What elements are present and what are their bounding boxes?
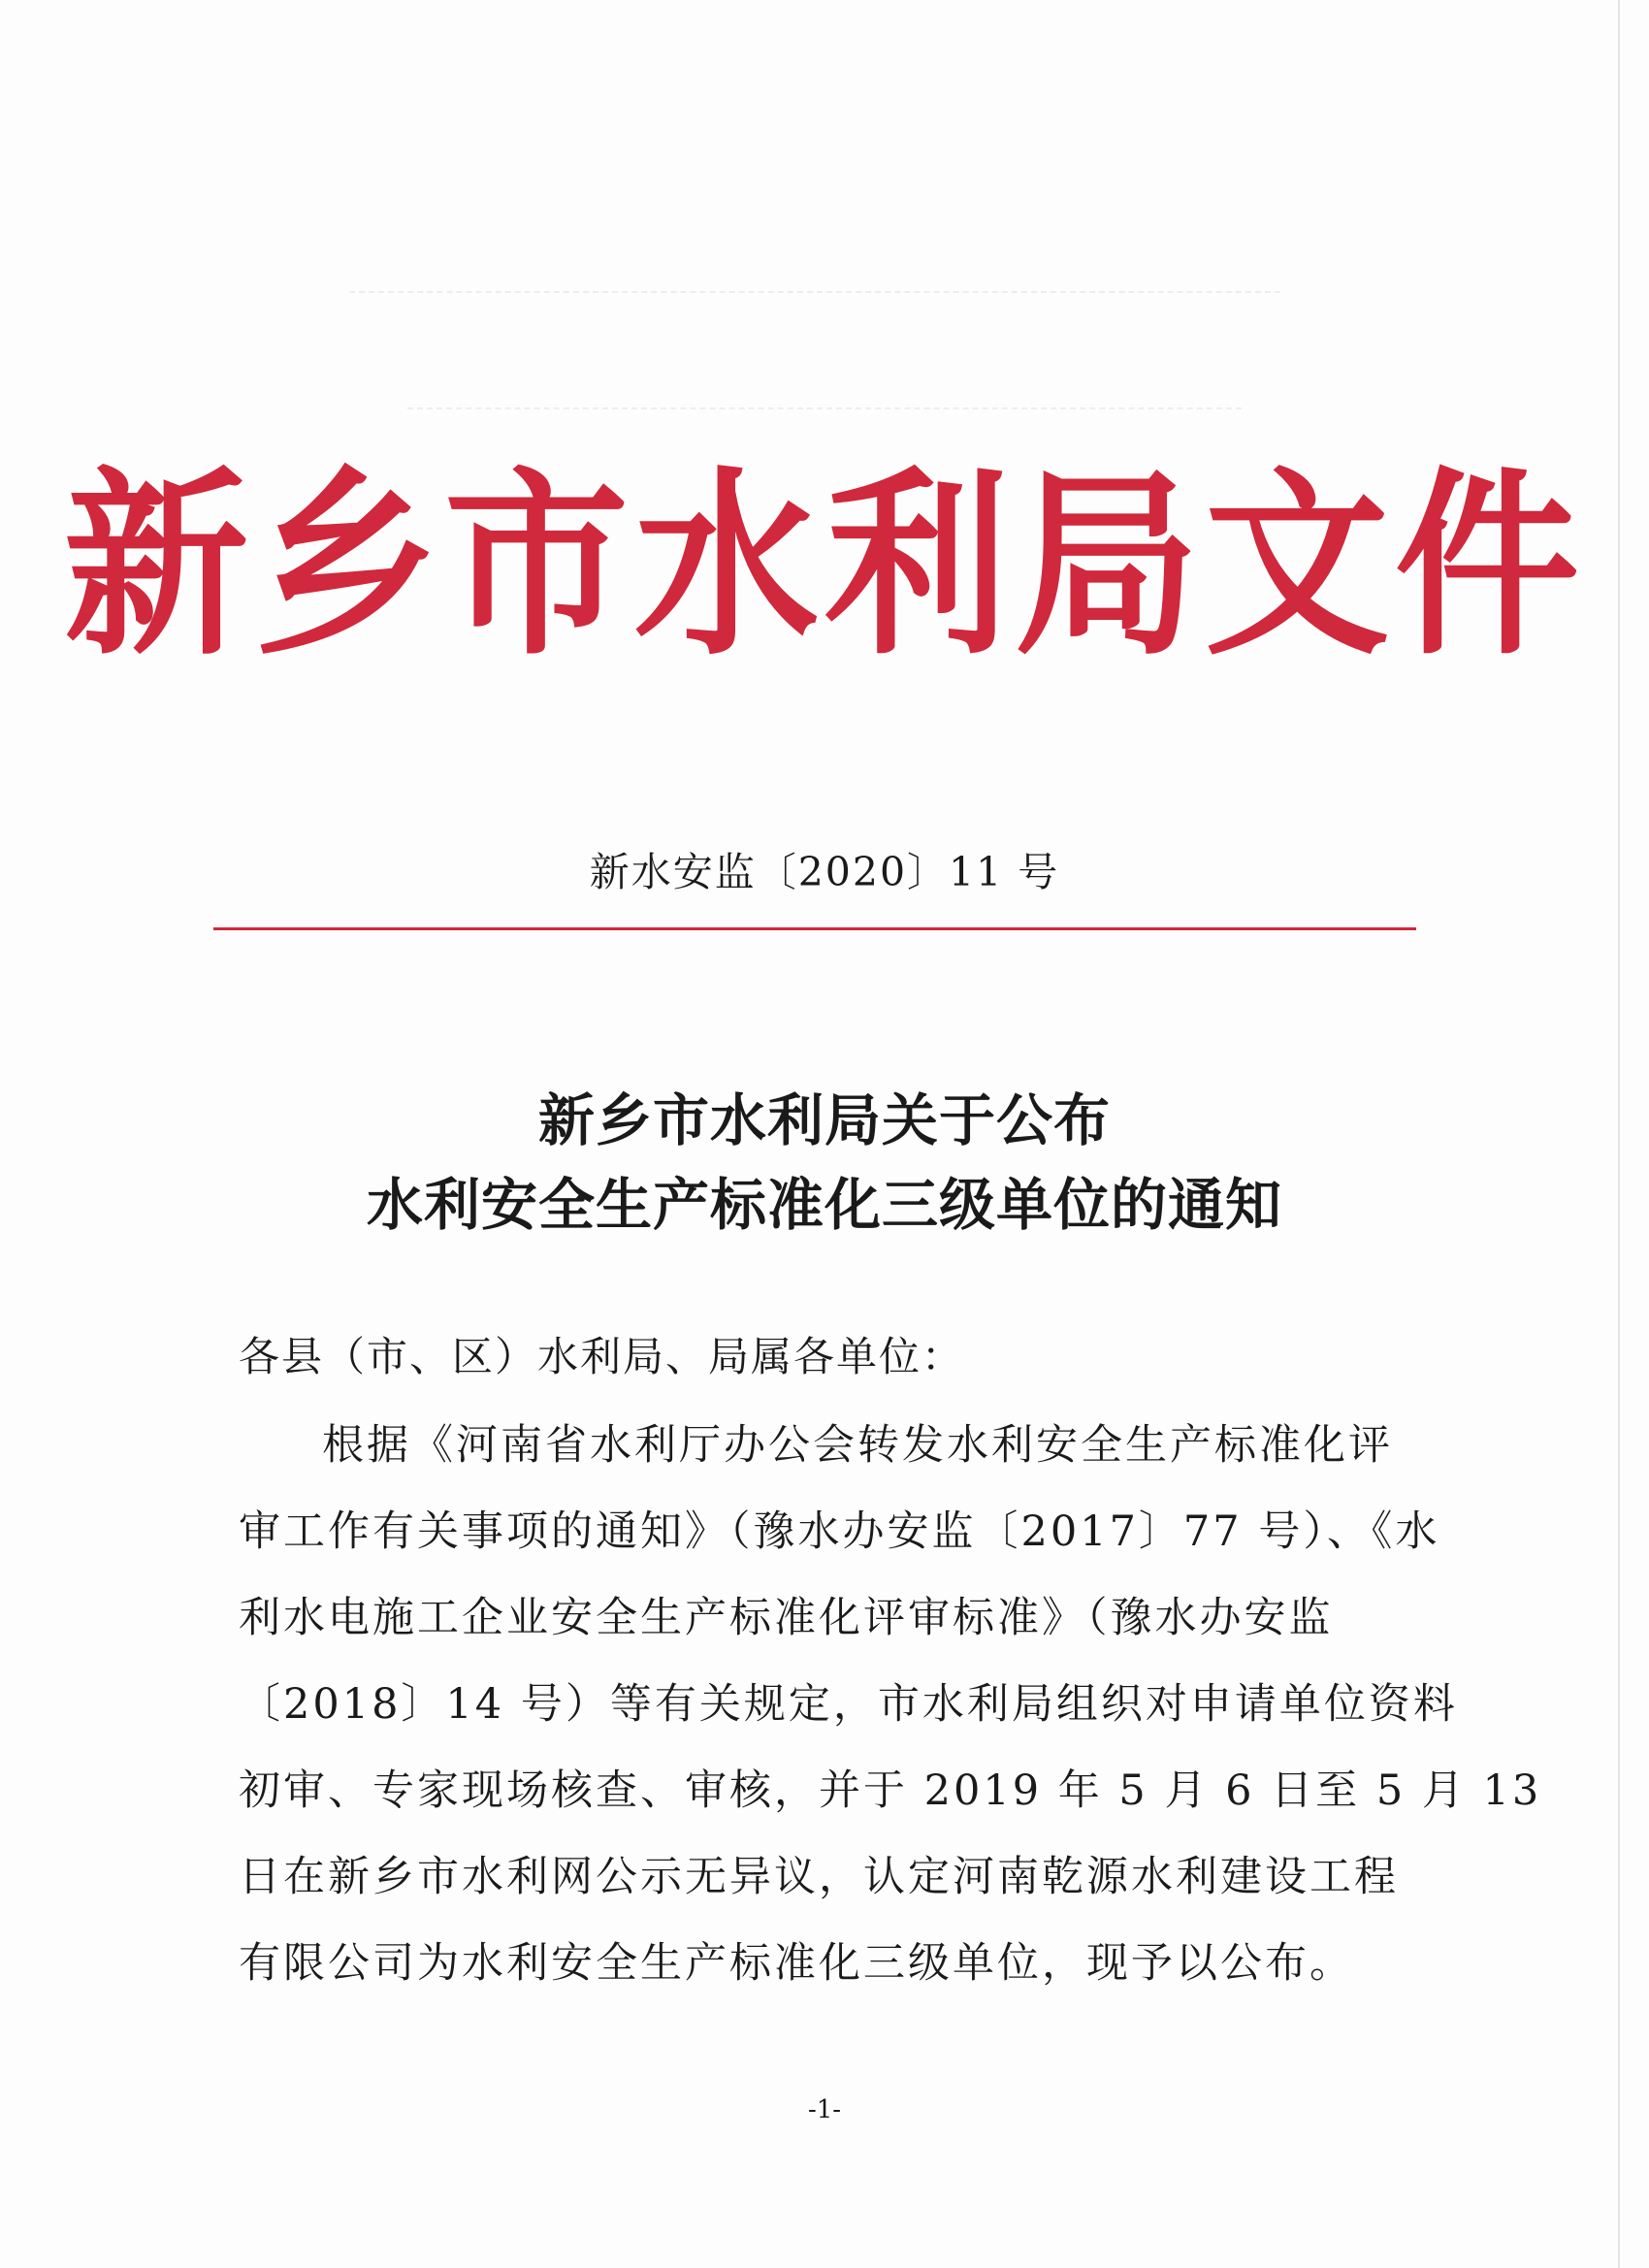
bleed-through-mark xyxy=(407,407,1242,419)
body-line: 日在新乡市水利网公示无异议，认定河南乾源水利建设工程 xyxy=(239,1853,1399,1901)
bleed-through-mark xyxy=(349,291,1280,303)
masthead-divider xyxy=(213,927,1416,930)
document-masthead: 新乡市水利局文件 xyxy=(63,448,1585,682)
salutation: 各县（市、区）水利局、局属各单位： xyxy=(239,1333,965,1380)
body-paragraph xyxy=(239,1403,1542,2007)
body-line: 利水电施工企业安全生产标准化评审标准》（豫水办安监 xyxy=(239,1594,1334,1642)
title-line-2: 水利安全生产标准化三级单位的通知 xyxy=(366,1172,1282,1238)
body-line: 有限公司为水利安全生产标准化三级单位，现予以公布。 xyxy=(239,1939,1354,1988)
body-line: 初审、专家现场核查、审核，并于 2019 年 5 月 6 日至 5 月 13 xyxy=(239,1766,1542,1815)
document-number: 新水安监〔2020〕11 号 xyxy=(589,849,1060,895)
body-line: 〔2018〕14 号）等有关规定，市水利局组织对申请单位资料 xyxy=(239,1680,1458,1729)
title-line-1: 新乡市水利局关于公布 xyxy=(537,1087,1111,1153)
body-line: 审工作有关事项的通知》（豫水办安监〔2017〕77 号）、《水 xyxy=(239,1507,1440,1556)
body-line: 根据《河南省水利厅办公会转发水利安全生产标准化评 xyxy=(322,1421,1393,1470)
page-number: -1- xyxy=(807,2095,842,2124)
